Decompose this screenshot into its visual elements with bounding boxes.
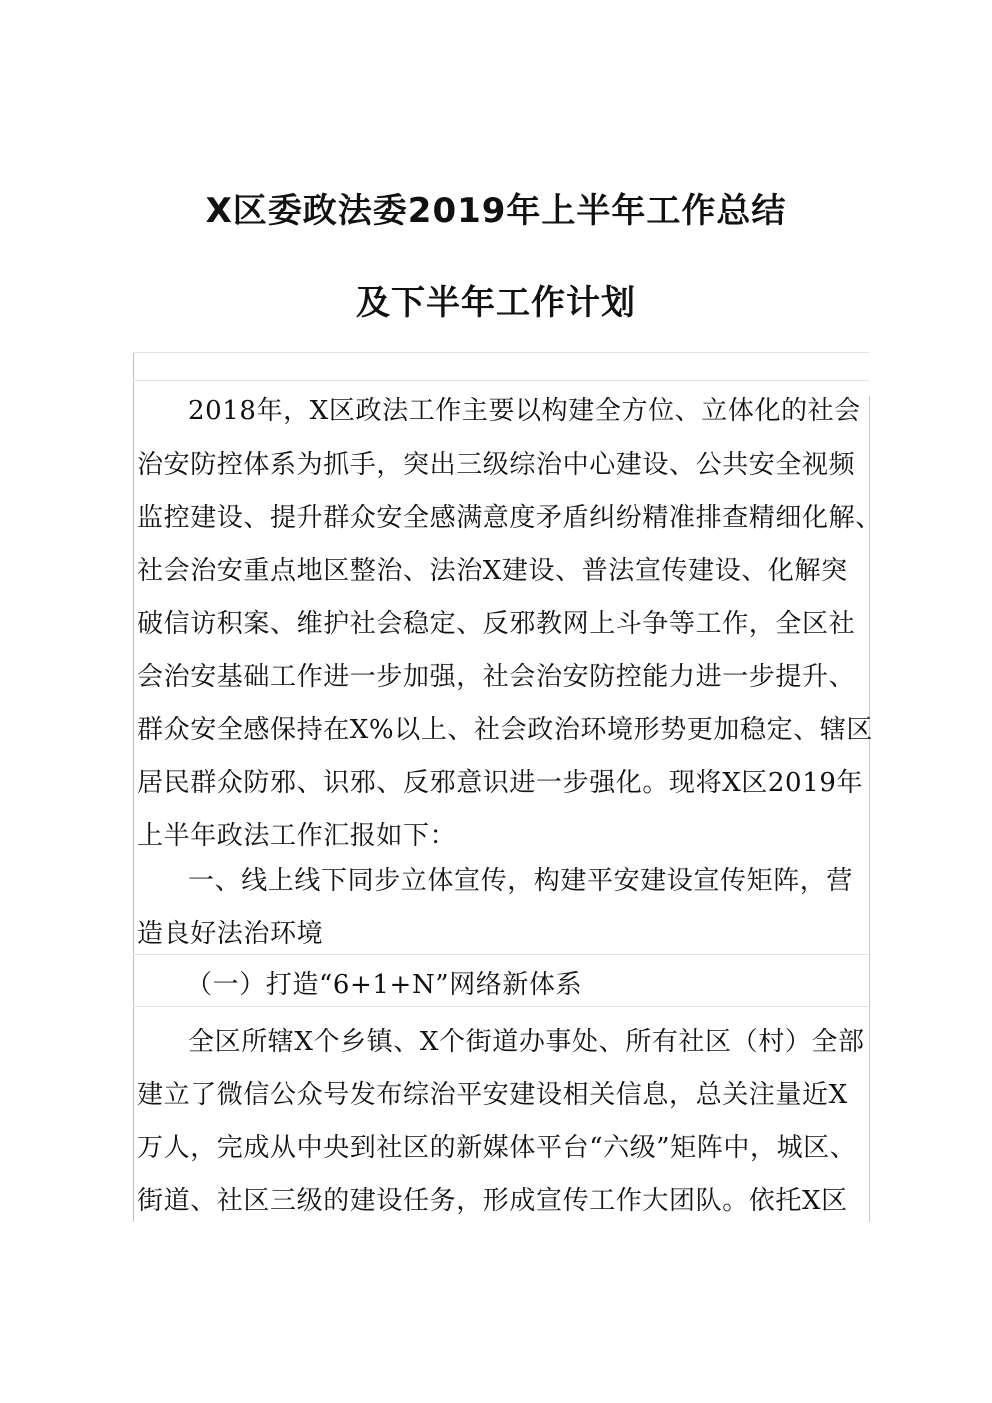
section-heading-line: 一、线上线下同步立体宣传，构建平安建设宣传矩阵，营 [188,866,854,896]
subsection-heading: （一）打造“6+1+N”网络新体系 [186,970,583,1000]
document-title-line-2: 及下半年工作计划 [356,283,636,323]
paragraph-line: 全区所辖X个乡镇、X个街道办事处、所有社区（村）全部 [188,1027,865,1057]
paragraph-line: 会治安基础工作进一步加强，社会治安防控能力进一步提升、 [137,662,856,692]
document-title-line-1: X区委政法委2019年上半年工作总结 [205,191,787,231]
frame-left-border [133,352,134,1222]
frame-divider [133,954,869,955]
frame-divider [133,1006,869,1007]
paragraph-line: 万人，完成从中央到社区的新媒体平台“六级”矩阵中，城区、 [137,1133,857,1163]
paragraph-line: 监控建设、提升群众安全感满意度矛盾纠纷精准排查精细化解、 [137,503,882,533]
paragraph-line: 上半年政法工作汇报如下： [137,821,457,851]
paragraph-line: 社会治安重点地区整治、法治X建设、普法宣传建设、化解突 [137,556,848,586]
paragraph-line: 破信访积案、维护社会稳定、反邪教网上斗争等工作，全区社 [137,609,856,639]
frame-divider [133,352,869,353]
section-heading-line: 造良好法治环境 [137,919,324,949]
frame-divider [133,380,869,381]
paragraph-line: 治安防控体系为抓手，突出三级综治中心建设、公共安全视频 [137,450,856,480]
paragraph-line: 街道、社区三级的建设任务，形成宣传工作大团队。依托X区 [137,1186,848,1216]
paragraph-line: 居民群众防邪、识邪、反邪意识进一步强化。现将X区2019年 [137,768,864,798]
paragraph-line: 2018年，X区政法工作主要以构建全方位、立体化的社会 [188,396,861,426]
paragraph-line: 建立了微信公众号发布综治平安建设相关信息，总关注量近X [137,1080,848,1110]
paragraph-line: 群众安全感保持在X%以上、社会政治环境形势更加稳定、辖区 [137,715,874,745]
